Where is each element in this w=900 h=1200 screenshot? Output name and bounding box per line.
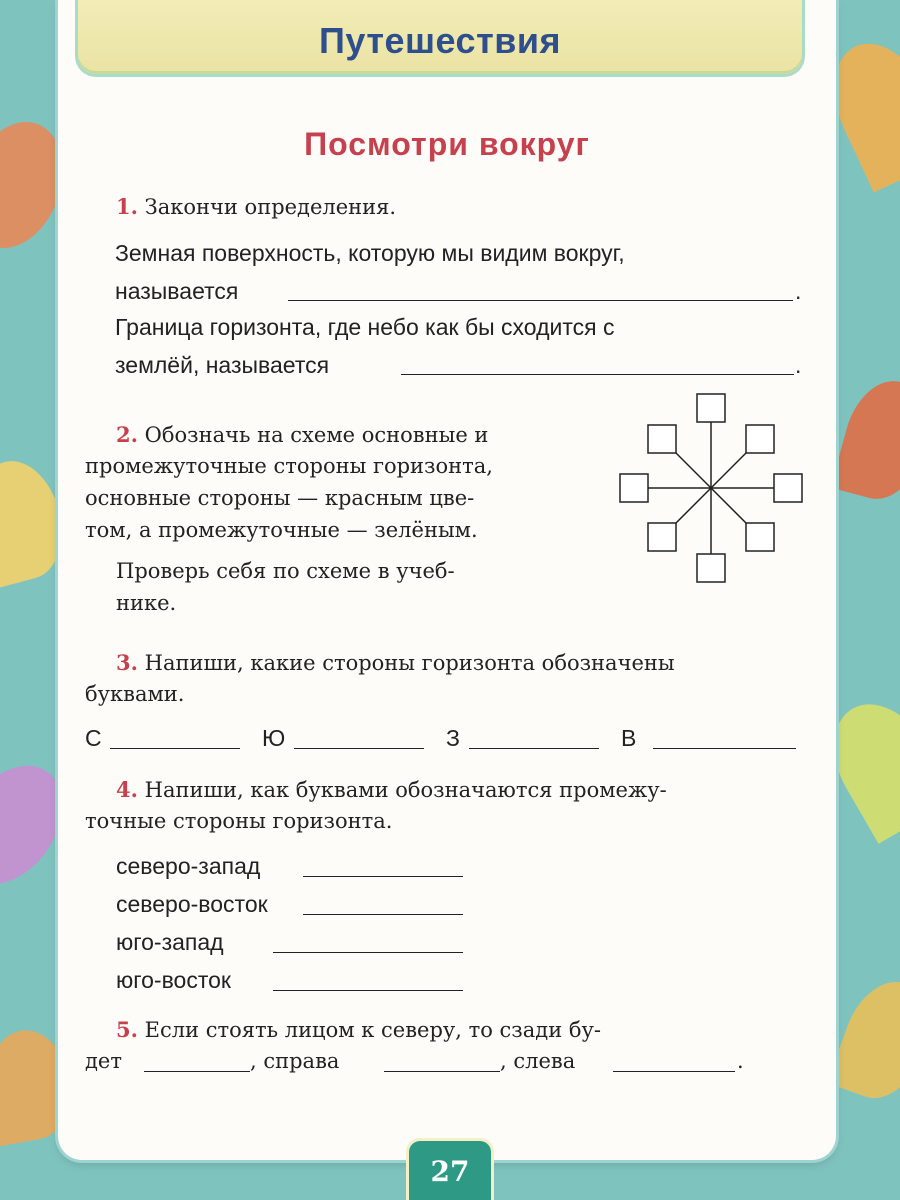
task4-line1: Напиши, как буквами обозначаются промежу- [144,778,667,802]
task3-letter-e: В [621,725,637,751]
compass-box-se [746,523,774,551]
task3-answer-e[interactable] [653,748,796,749]
task3-answer-w[interactable] [469,748,599,749]
chapter-header [78,0,802,74]
task2-line1: Обозначь на схеме основные и [144,423,489,447]
chapter-title: Путешествия [319,20,561,61]
task1-period-2: . [795,352,802,378]
page-number: 27 [430,1155,470,1188]
task2-line3: основные стороны — красным цве- [85,486,475,510]
task1-period-1: . [795,278,802,304]
task3-line1-wrap [116,652,675,674]
task4-item-nw: северо-запад [116,853,261,879]
task1-line4: землёй, называется [115,352,330,378]
task4-item-se: юго-восток [116,967,231,993]
task5-number: 5. [116,1017,138,1042]
decor-leaf-right-bottom [827,970,900,1110]
task3-answer-s[interactable] [294,748,424,749]
task5-answer-behind[interactable] [144,1071,250,1072]
task1-answer-line-2[interactable] [401,374,794,375]
task3-letter-s: Ю [262,725,286,751]
task2-line2: промежуточные стороны горизонта, [85,454,493,478]
task5-word-sleva: , слева [500,1049,576,1073]
task4-answer-se[interactable] [273,990,463,991]
task1-answer-line-1[interactable] [288,300,793,301]
task4-item-sw: юго-запад [116,929,224,955]
task2-line5: Проверь себя по схеме в учеб- [116,559,455,583]
task2-line6: нике. [116,591,177,615]
task4-number: 4. [116,777,138,802]
task5-line1-wrap [116,1019,601,1041]
lesson-title: Посмотри вокруг [304,126,590,162]
compass-box-w [620,474,648,502]
task3-answer-n[interactable] [110,748,240,749]
task1-line1: Земная поверхность, которую мы видим вокруг, [115,240,625,266]
task2-line4: том, а промежуточные — зелёным. [85,518,478,542]
task3-line2: буквами. [85,682,185,706]
task3-letter-n: С [85,725,102,751]
task1-number: 1. [116,194,138,219]
workbook-page [58,0,836,1160]
task4-answer-sw[interactable] [273,952,463,953]
task2-number: 2. [116,422,138,447]
compass-box-nw [648,425,676,453]
task3-line1: Напиши, какие стороны горизонта обозначены [144,651,675,675]
task2-line1-wrap [116,424,488,446]
task3-number: 3. [116,650,138,675]
task5-line1: Если стоять лицом к северу, то сзади бу- [144,1018,601,1042]
task5-period: . [737,1049,744,1073]
compass-box-sw [648,523,676,551]
task4-line1-wrap [116,779,667,801]
task4-answer-ne[interactable] [303,914,463,915]
task4-answer-nw[interactable] [303,876,463,877]
task1-header [116,196,396,218]
compass-box-n [697,394,725,422]
task5-answer-right[interactable] [384,1071,500,1072]
decor-leaf-right-mid [831,372,900,509]
compass-box-e [774,474,802,502]
compass-box-s [697,554,725,582]
task4-item-ne: северо-восток [116,891,268,917]
task1-prompt: Закончи определения. [144,195,397,219]
compass-scheme [616,390,806,586]
task5-word-det: дет [85,1049,122,1073]
task1-line3: Граница горизонта, где небо как бы сходится с [115,314,615,340]
page-number-tab [406,1138,494,1200]
task5-word-sprava: , справа [250,1049,340,1073]
task3-letter-w: З [446,725,460,751]
task5-answer-left[interactable] [613,1071,735,1072]
task1-line2: называется [115,278,239,304]
task4-line2: точные стороны горизонта. [85,809,393,833]
compass-box-ne [746,425,774,453]
